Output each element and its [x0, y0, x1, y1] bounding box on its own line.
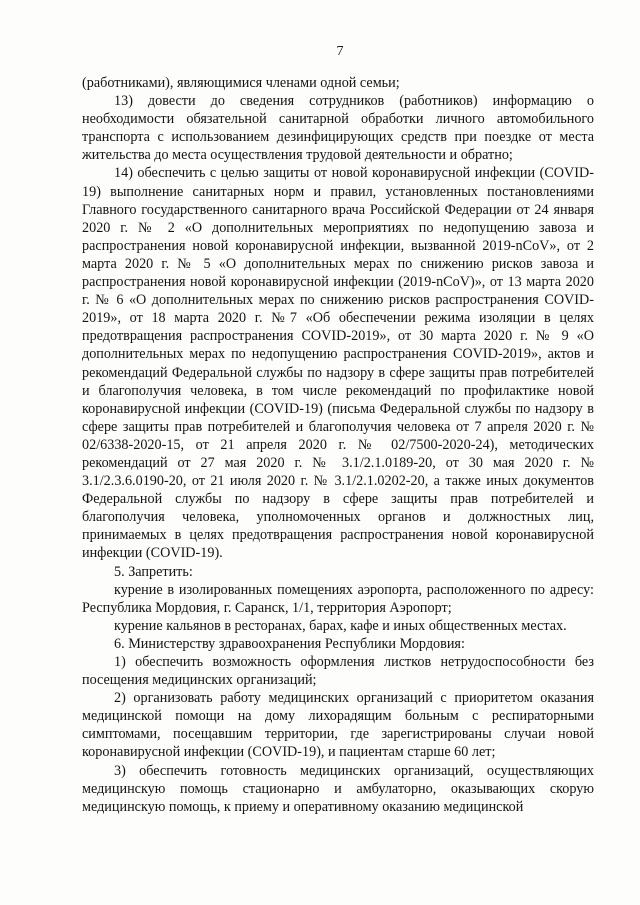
paragraph-item-14: 14) обеспечить с целью защиты от новой коронавирусной инфекции (COVID-19) выполнение санитарных норм и правил, установленных постановлениями Главного государственного санитарного врача Российской Федерации от 24 января 2020 г. № 2 «О дополнительных мероприятиях по недопущению завоза и распространения новой коронавирусной инфекции, вызванной 2019-nCoV», от 2 марта 2020 г. № 5 «О дополнительных мерах по снижению рисков завоза и распространения новой коронавирусной инфекции (2019-nCoV)», от 13 марта 2020 г. № 6 «О дополнительных мерах по снижению рисков распространения COVID-2019», от 18 марта 2020 г. №7 «Об обеспечении режима изоляции в целях предотвращения распространения COVID-2019», от 30 марта 2020 г. № 9 «О дополнительных мерах по недопущению распространения COVID-2019», актов и рекомендаций Федеральной службы по надзору в сфере защиты прав потребителей и благополучия человека, в том числе рекомендаций по профилактике новой коронавирусной инфекции (COVID-19) (письма Федеральной службы по надзору в сфере защиты прав потребителей и благополучия человека от 7 апреля 2020 г. № 02/6338-2020-15, от 21 апреля 2020 г. № 02/7500-2020-24), методических рекомендаций от 27 мая 2020 г. № 3.1/2.1.0189-20, от 30 мая 2020 г. № 3.1/2.3.6.0190-20, от 21 июля 2020 г. № 3.1/2.1.0202-20, а также иных документов Федеральной службы по надзору в сфере защиты прав потребителей и благополучия человека, уполномоченных органов и должностных лиц, принимаемых в целях предотвращения распространения новой коронавирусной инфекции (COVID-19).: [82, 165, 594, 562]
paragraph-item-3: 3) обеспечить готовность медицинских организаций, осуществляющих медицинскую помощь стационарно и амбулаторно, оказывающих скорую медицинскую помощь, к приему и оперативному оказанию медицинской: [82, 762, 594, 815]
paragraph-section-6: 6. Министерству здравоохранения Республики Мордовия:: [114, 635, 465, 652]
page-number: 7: [336, 44, 344, 59]
paragraph-item-1: 1) обеспечить возможность оформления листков нетрудоспособности без посещения медицинских организаций;: [82, 654, 594, 689]
paragraph-smoking-hookah: курение кальянов в ресторанах, барах, кафе и иных общественных местах.: [114, 617, 567, 634]
paragraph-item-13: 13) довести до сведения сотрудников (работников) информацию о необходимости обязательной санитарной обработки личного автомобильного транспорта с использованием дезинфицирующих средств при поездке от места жительства до места осуществления трудовой деятельности и обратно;: [82, 93, 594, 164]
paragraph-smoking-airport: курение в изолированных помещениях аэропорта, расположенного по адресу: Республика Мордовия, г. Саранск, 1/1, территория Аэропорт;: [82, 581, 594, 616]
document-body: [82, 74, 594, 816]
paragraph-item-2: 2) организовать работу медицинских организаций с приоритетом оказания медицинской помощи на дому лихорадящим больным с респираторными симптомами, посещавшим территории, где зарегистрированы случаи новой коронавирусной инфекции (COVID-19), и пациентам старше 60 лет;: [82, 690, 594, 761]
paragraph-section-5: 5. Запретить:: [114, 563, 193, 580]
paragraph-continuation: (работниками), являющимися членами одной семьи;: [82, 75, 400, 91]
